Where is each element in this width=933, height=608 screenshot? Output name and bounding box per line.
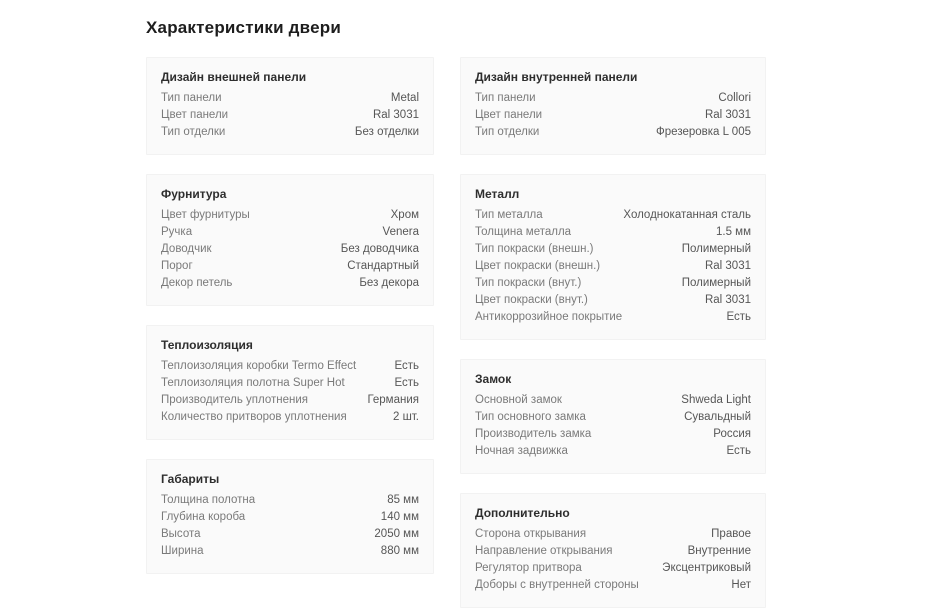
spec-row-label: Тип панели — [161, 92, 222, 104]
spec-row — [475, 207, 751, 224]
spec-row-label: Тип покраски (внут.) — [475, 277, 582, 289]
spec-row-label: Цвет покраски (внут.) — [475, 294, 588, 306]
spec-row-label: Антикоррозийное покрытие — [475, 311, 623, 323]
spec-row-value: Хром — [390, 209, 419, 221]
spec-row-value: Есть — [394, 377, 419, 389]
spec-section-title: Дизайн внутренней панели — [475, 70, 638, 84]
spec-row-value: Metal — [390, 92, 419, 104]
spec-row — [161, 124, 419, 141]
spec-row-value: Collori — [718, 92, 751, 104]
spec-row — [161, 392, 419, 409]
spec-row-label: Ширина — [161, 545, 204, 557]
spec-row-label: Высота — [161, 528, 201, 540]
spec-row-value: Ral 3031 — [704, 109, 751, 121]
spec-row-label: Цвет покраски (внешн.) — [475, 260, 601, 272]
spec-row-value: Германия — [367, 394, 419, 406]
spec-row-label: Теплоизоляция полотна Super Hot — [161, 377, 345, 389]
spec-row-value: Фрезеровка L 005 — [656, 126, 751, 138]
spec-row-value: Полимерный — [681, 277, 751, 289]
spec-section-title: Фурнитура — [161, 187, 227, 201]
spec-row-label: Теплоизоляция коробки Termo Effect — [161, 360, 357, 372]
spec-row — [475, 526, 751, 543]
spec-rows — [475, 207, 751, 326]
spec-section-card — [146, 459, 434, 574]
spec-row-label: Тип отделки — [475, 126, 540, 138]
spec-row-label: Основной замок — [475, 394, 562, 406]
spec-row — [161, 224, 419, 241]
spec-section-card — [460, 493, 766, 608]
spec-section-card — [146, 174, 434, 306]
spec-row-value: 140 мм — [380, 511, 419, 523]
spec-row — [475, 392, 751, 409]
spec-section-title: Дизайн внешней панели — [161, 70, 307, 84]
spec-row-label: Тип основного замка — [475, 411, 586, 423]
spec-section-title: Металл — [475, 187, 520, 201]
spec-row — [161, 90, 419, 107]
spec-row-value: 880 мм — [380, 545, 419, 557]
spec-rows — [161, 90, 419, 141]
spec-row — [475, 258, 751, 275]
spec-section-card — [460, 359, 766, 474]
spec-row — [161, 375, 419, 392]
spec-section-title: Теплоизоляция — [161, 338, 253, 352]
spec-row — [475, 426, 751, 443]
spec-row-label: Глубина короба — [161, 511, 246, 523]
spec-row — [475, 241, 751, 258]
spec-row — [161, 258, 419, 275]
spec-row-value: Полимерный — [681, 243, 751, 255]
spec-row-label: Тип металла — [475, 209, 543, 221]
spec-row — [475, 560, 751, 577]
spec-row — [475, 90, 751, 107]
spec-row — [475, 107, 751, 124]
spec-section-card — [460, 174, 766, 340]
spec-row-label: Тип панели — [475, 92, 536, 104]
spec-row-value: Есть — [394, 360, 419, 372]
spec-row-value: 2050 мм — [374, 528, 419, 540]
spec-row-label: Доводчик — [161, 243, 212, 255]
spec-row-label: Направление открывания — [475, 545, 613, 557]
spec-column-left — [146, 57, 434, 574]
spec-row — [161, 358, 419, 375]
spec-row-value: Правое — [711, 528, 751, 540]
spec-row-label: Количество притворов уплотнения — [161, 411, 347, 423]
spec-section-title: Габариты — [161, 472, 220, 486]
spec-row-label: Толщина полотна — [161, 494, 256, 506]
spec-row — [161, 107, 419, 124]
spec-rows — [161, 492, 419, 560]
spec-row-label: Порог — [161, 260, 193, 272]
spec-row — [161, 207, 419, 224]
spec-row — [161, 526, 419, 543]
spec-row-label: Цвет панели — [475, 109, 543, 121]
spec-row-value: 2 шт. — [392, 411, 419, 423]
spec-row — [475, 577, 751, 594]
spec-row — [161, 509, 419, 526]
spec-row — [475, 224, 751, 241]
spec-row-value: 85 мм — [387, 494, 419, 506]
spec-row-label: Ручка — [161, 226, 193, 238]
spec-row-label: Цвет фурнитуры — [161, 209, 250, 221]
spec-section-card — [146, 57, 434, 155]
spec-row-value: Без доводчика — [340, 243, 419, 255]
spec-row-value: Сувальдный — [684, 411, 751, 423]
spec-row-value: 1.5 мм — [716, 226, 751, 238]
spec-row-value: Нет — [731, 579, 751, 591]
spec-row-value: Ral 3031 — [704, 294, 751, 306]
spec-row-label: Доборы с внутренней стороны — [475, 579, 639, 591]
spec-row-value: Shweda Light — [681, 394, 751, 406]
spec-row-label: Цвет панели — [161, 109, 229, 121]
spec-row-label: Производитель замка — [475, 428, 592, 440]
spec-rows — [475, 526, 751, 594]
spec-columns — [146, 57, 933, 608]
spec-row — [475, 124, 751, 141]
spec-row-value: Ral 3031 — [704, 260, 751, 272]
page-title: Характеристики двери — [146, 18, 341, 37]
spec-row — [161, 492, 419, 509]
spec-row-value: Без отделки — [354, 126, 419, 138]
spec-section-card — [460, 57, 766, 155]
spec-row-value: Холоднокатанная сталь — [623, 209, 751, 221]
spec-row — [161, 241, 419, 258]
spec-section-title: Замок — [475, 372, 512, 386]
spec-rows — [161, 358, 419, 426]
spec-rows — [475, 90, 751, 141]
spec-rows — [475, 392, 751, 460]
spec-row — [475, 409, 751, 426]
spec-row-value: Ral 3031 — [372, 109, 419, 121]
spec-column-right — [460, 57, 766, 608]
spec-section-title: Дополнительно — [475, 506, 570, 520]
spec-row — [475, 543, 751, 560]
spec-row-value: Стандартный — [347, 260, 419, 272]
spec-row — [161, 409, 419, 426]
spec-rows — [161, 207, 419, 292]
spec-row — [161, 543, 419, 560]
spec-row — [475, 443, 751, 460]
spec-row-label: Толщина металла — [475, 226, 572, 238]
spec-row-value: Venera — [382, 226, 419, 238]
spec-row-label: Тип отделки — [161, 126, 226, 138]
spec-row-value: Эксцентриковый — [662, 562, 751, 574]
spec-row — [475, 292, 751, 309]
spec-row — [475, 275, 751, 292]
spec-row-value: Есть — [726, 445, 751, 457]
spec-row-label: Сторона открывания — [475, 528, 587, 540]
spec-row-label: Декор петель — [161, 277, 233, 289]
spec-row-value: Есть — [726, 311, 751, 323]
spec-row-value: Без декора — [359, 277, 419, 289]
spec-row — [475, 309, 751, 326]
spec-row-label: Тип покраски (внешн.) — [475, 243, 594, 255]
spec-row-label: Регулятор притвора — [475, 562, 582, 574]
spec-row — [161, 275, 419, 292]
spec-row-value: Внутренние — [687, 545, 751, 557]
spec-row-value: Россия — [713, 428, 751, 440]
spec-row-label: Ночная задвижка — [475, 445, 568, 457]
spec-row-label: Производитель уплотнения — [161, 394, 309, 406]
spec-section-card — [146, 325, 434, 440]
